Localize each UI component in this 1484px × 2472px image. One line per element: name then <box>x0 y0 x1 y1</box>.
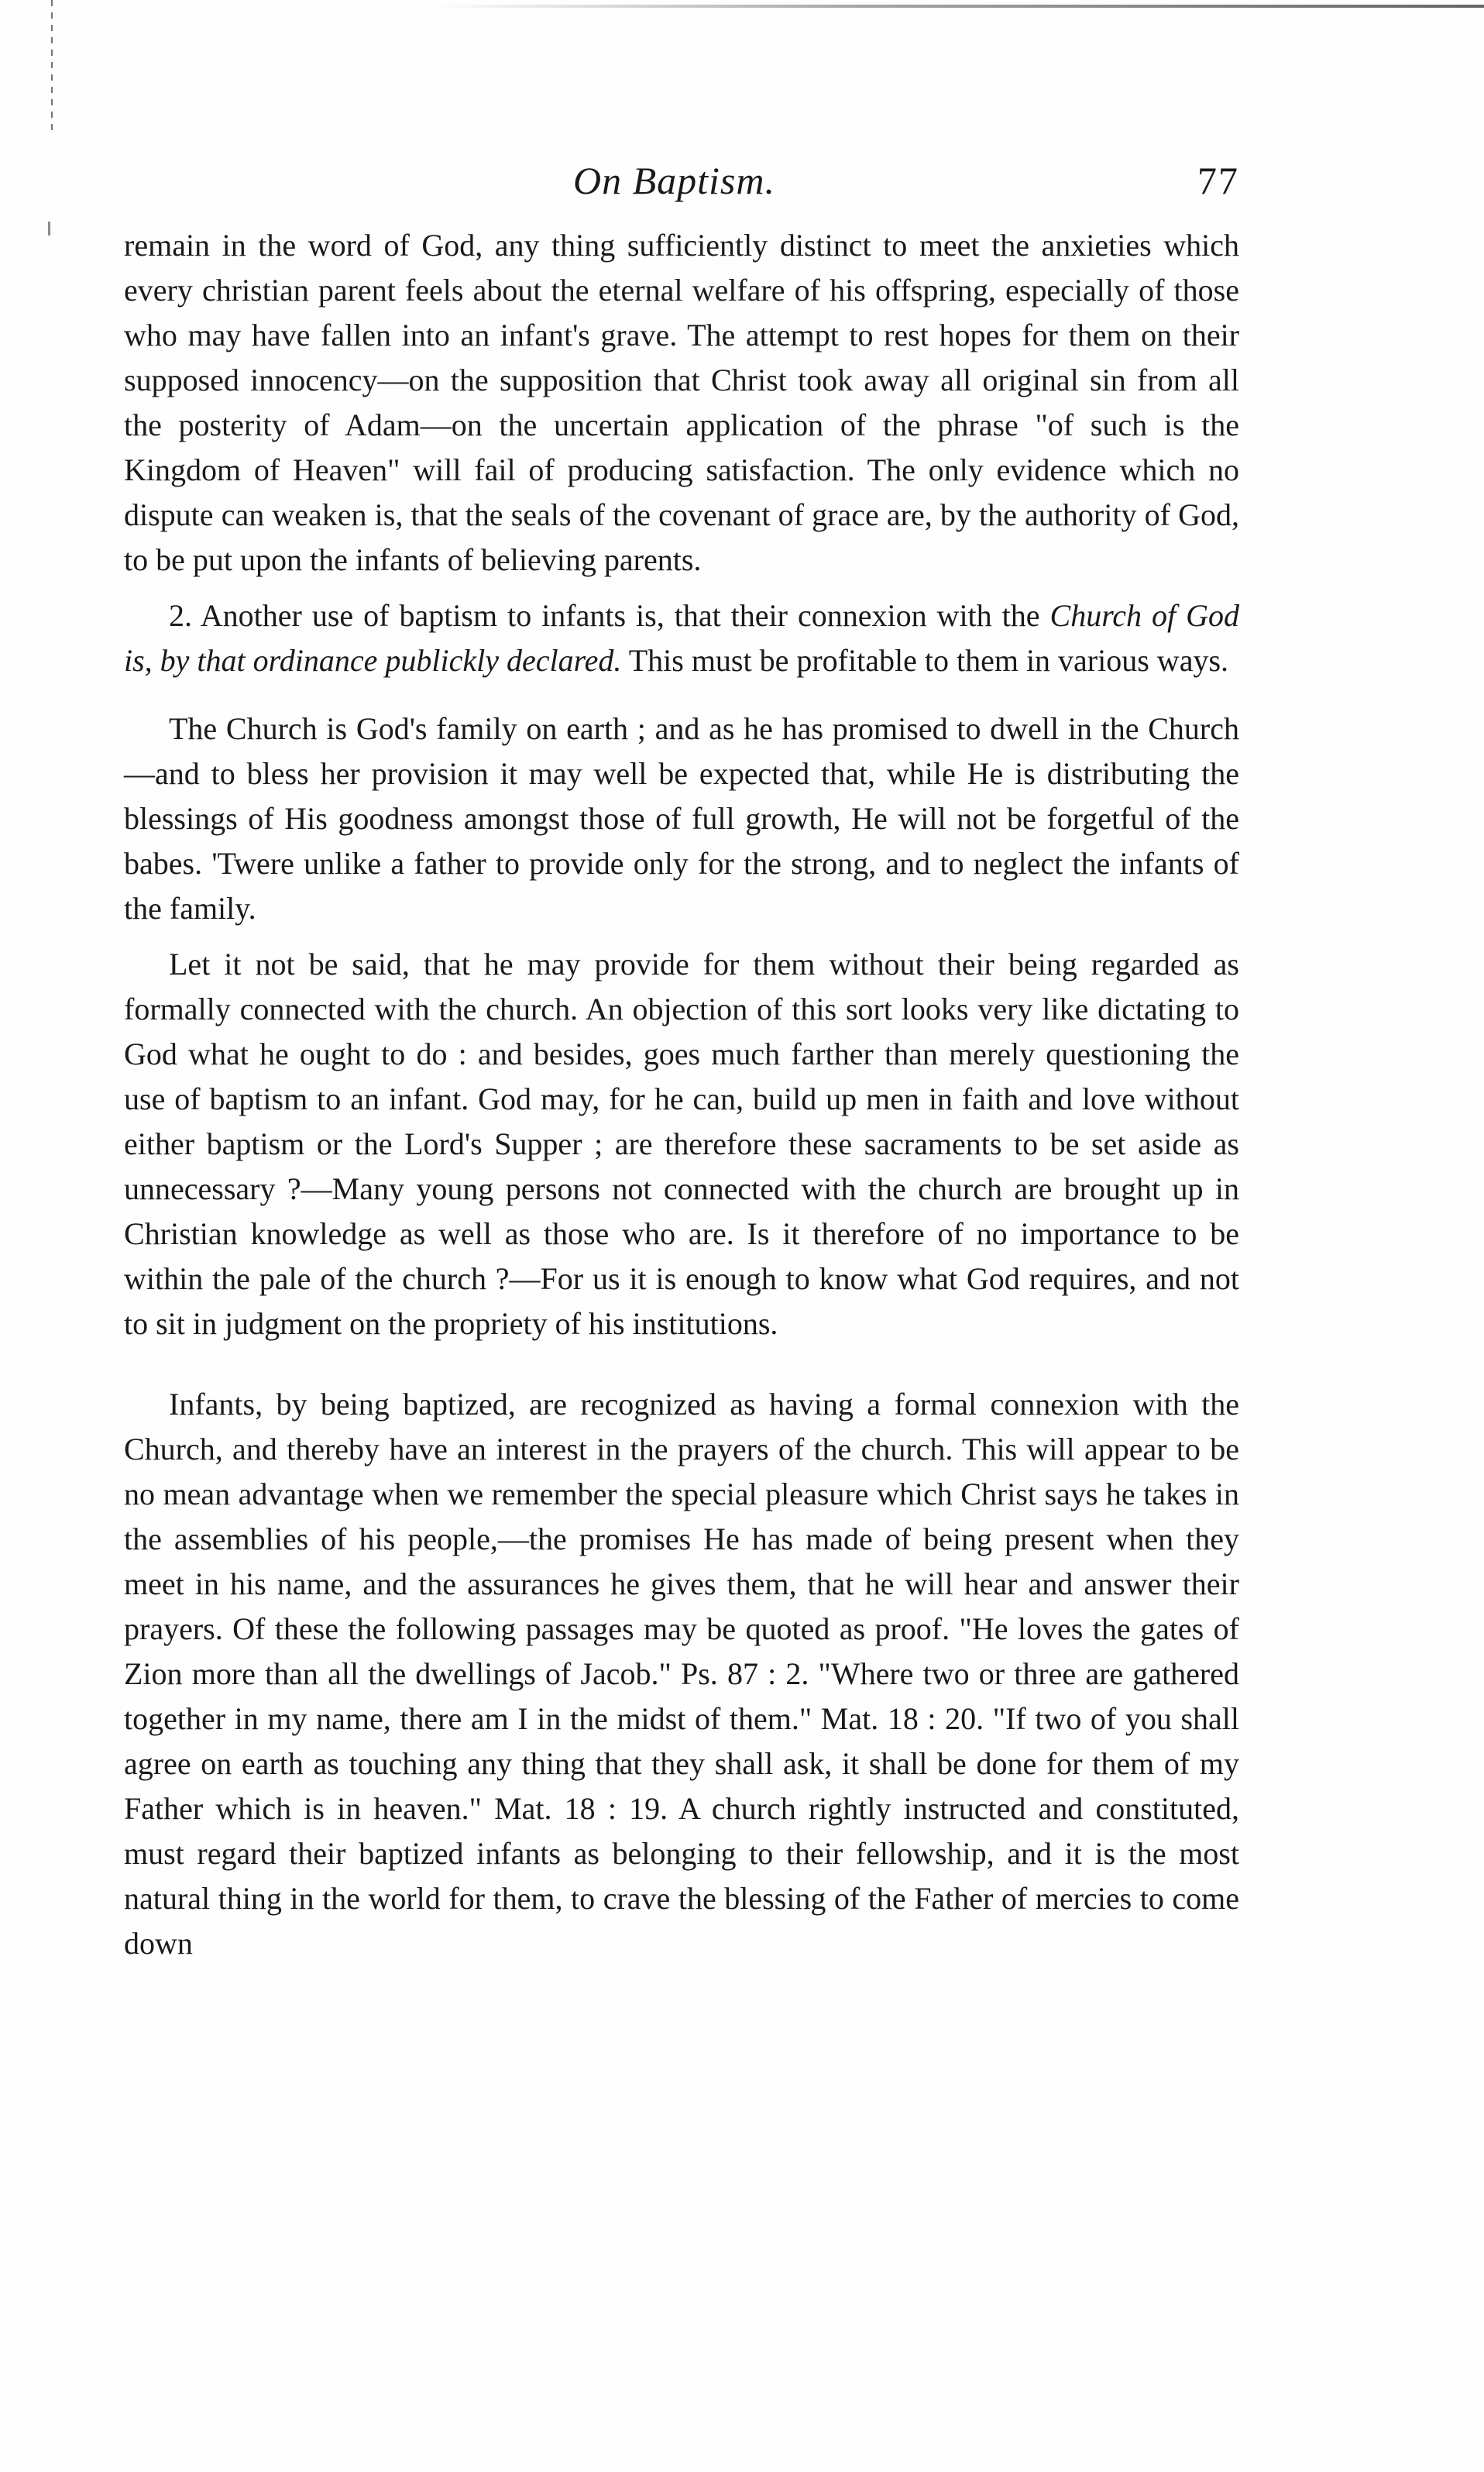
page-number: 77 <box>1197 159 1239 202</box>
paragraph-another-use-tail: This must be profitable to them in various ways. <box>621 643 1229 678</box>
paragraph-another-use <box>124 593 1239 683</box>
paragraph-another-use-lead: 2. Another use of baptism to infants is, that their connexion with the <box>169 598 1050 633</box>
scan-edge-top <box>434 5 1484 8</box>
scan-edge-left <box>51 0 53 132</box>
paragraph-another-use-italic: Church of God is, by that ordinance publickly declared. <box>124 598 1239 678</box>
running-head <box>124 153 1239 208</box>
scan-mark <box>48 222 50 236</box>
paragraph-church-family: The Church is God's family on earth ; and as he has promised to dwell in the Church—and to bless her provision it may well be expected that, while He is distributing the blessings of His goodness amongst those of full growth, He will not be forgetful of the babes. 'Twere unlike a father to provide only for the strong, and to neglect the infants of the family. <box>124 711 1239 926</box>
page-body <box>124 223 1239 1966</box>
paragraph-infants-recognized: Infants, by being baptized, are recognized as having a formal connexion with the Church, and thereby have an interest in the prayers of the church. This will appear to be no mean advantage when we remember the special pleasure which Christ says he takes in the assemblies of his people,—the promises He has made of being present when they meet in his name, and the assurances he gives them, that he will hear and answer their prayers. Of these the following passages may be quoted as proof. "He loves the gates of Zion more than all the dwellings of Jacob." Ps. 87 : 2. "Where two or three are gathered together in my name, there am I in the midst of them." Mat. 18 : 20. "If two of you shall agree on earth as touching any thing that they shall ask, it shall be done for them of my Father which is in heaven." Mat. 18 : 19. A church rightly instructed and constituted, must regard their baptized infants as belonging to their fellowship, and it is the most natural thing in the world for them, to crave the blessing of the Father of mercies to come down <box>124 1387 1239 1961</box>
paragraph-objection: Let it not be said, that he may provide for them without their being regarded as formally connected with the church. An objection of this sort looks very like dictating to God what he ought to do : and besides, goes much farther than merely questioning the use of baptism to an infant. God may, for he can, build up men in faith and love without either baptism or the Lord's Supper ; are therefore these sacraments to be set aside as unnecessary ?—Many young persons not connected with the church are brought up in Christian knowledge as well as those who are. Is it therefore of no importance to be within the pale of the church ?—For us it is enough to know what God requires, and not to sit in judgment on the propriety of his institutions. <box>124 947 1239 1341</box>
paragraph-continuation: remain in the word of God, any thing sufficiently distinct to meet the anxieties which every christian parent feels about the eternal welfare of his offspring, especially of those who may have fallen into an infant's grave. The attempt to rest hopes for them on their supposed innocency—on the supposition that Christ took away all original sin from all the posterity of Adam—on the uncertain application of the phrase "of such is the Kingdom of Heaven" will fail of producing satisfaction. The only evidence which no dispute can weaken is, that the seals of the covenant of grace are, by the authority of God, to be put upon the infants of believing parents. <box>124 228 1239 577</box>
running-title: On Baptism. <box>573 159 775 202</box>
